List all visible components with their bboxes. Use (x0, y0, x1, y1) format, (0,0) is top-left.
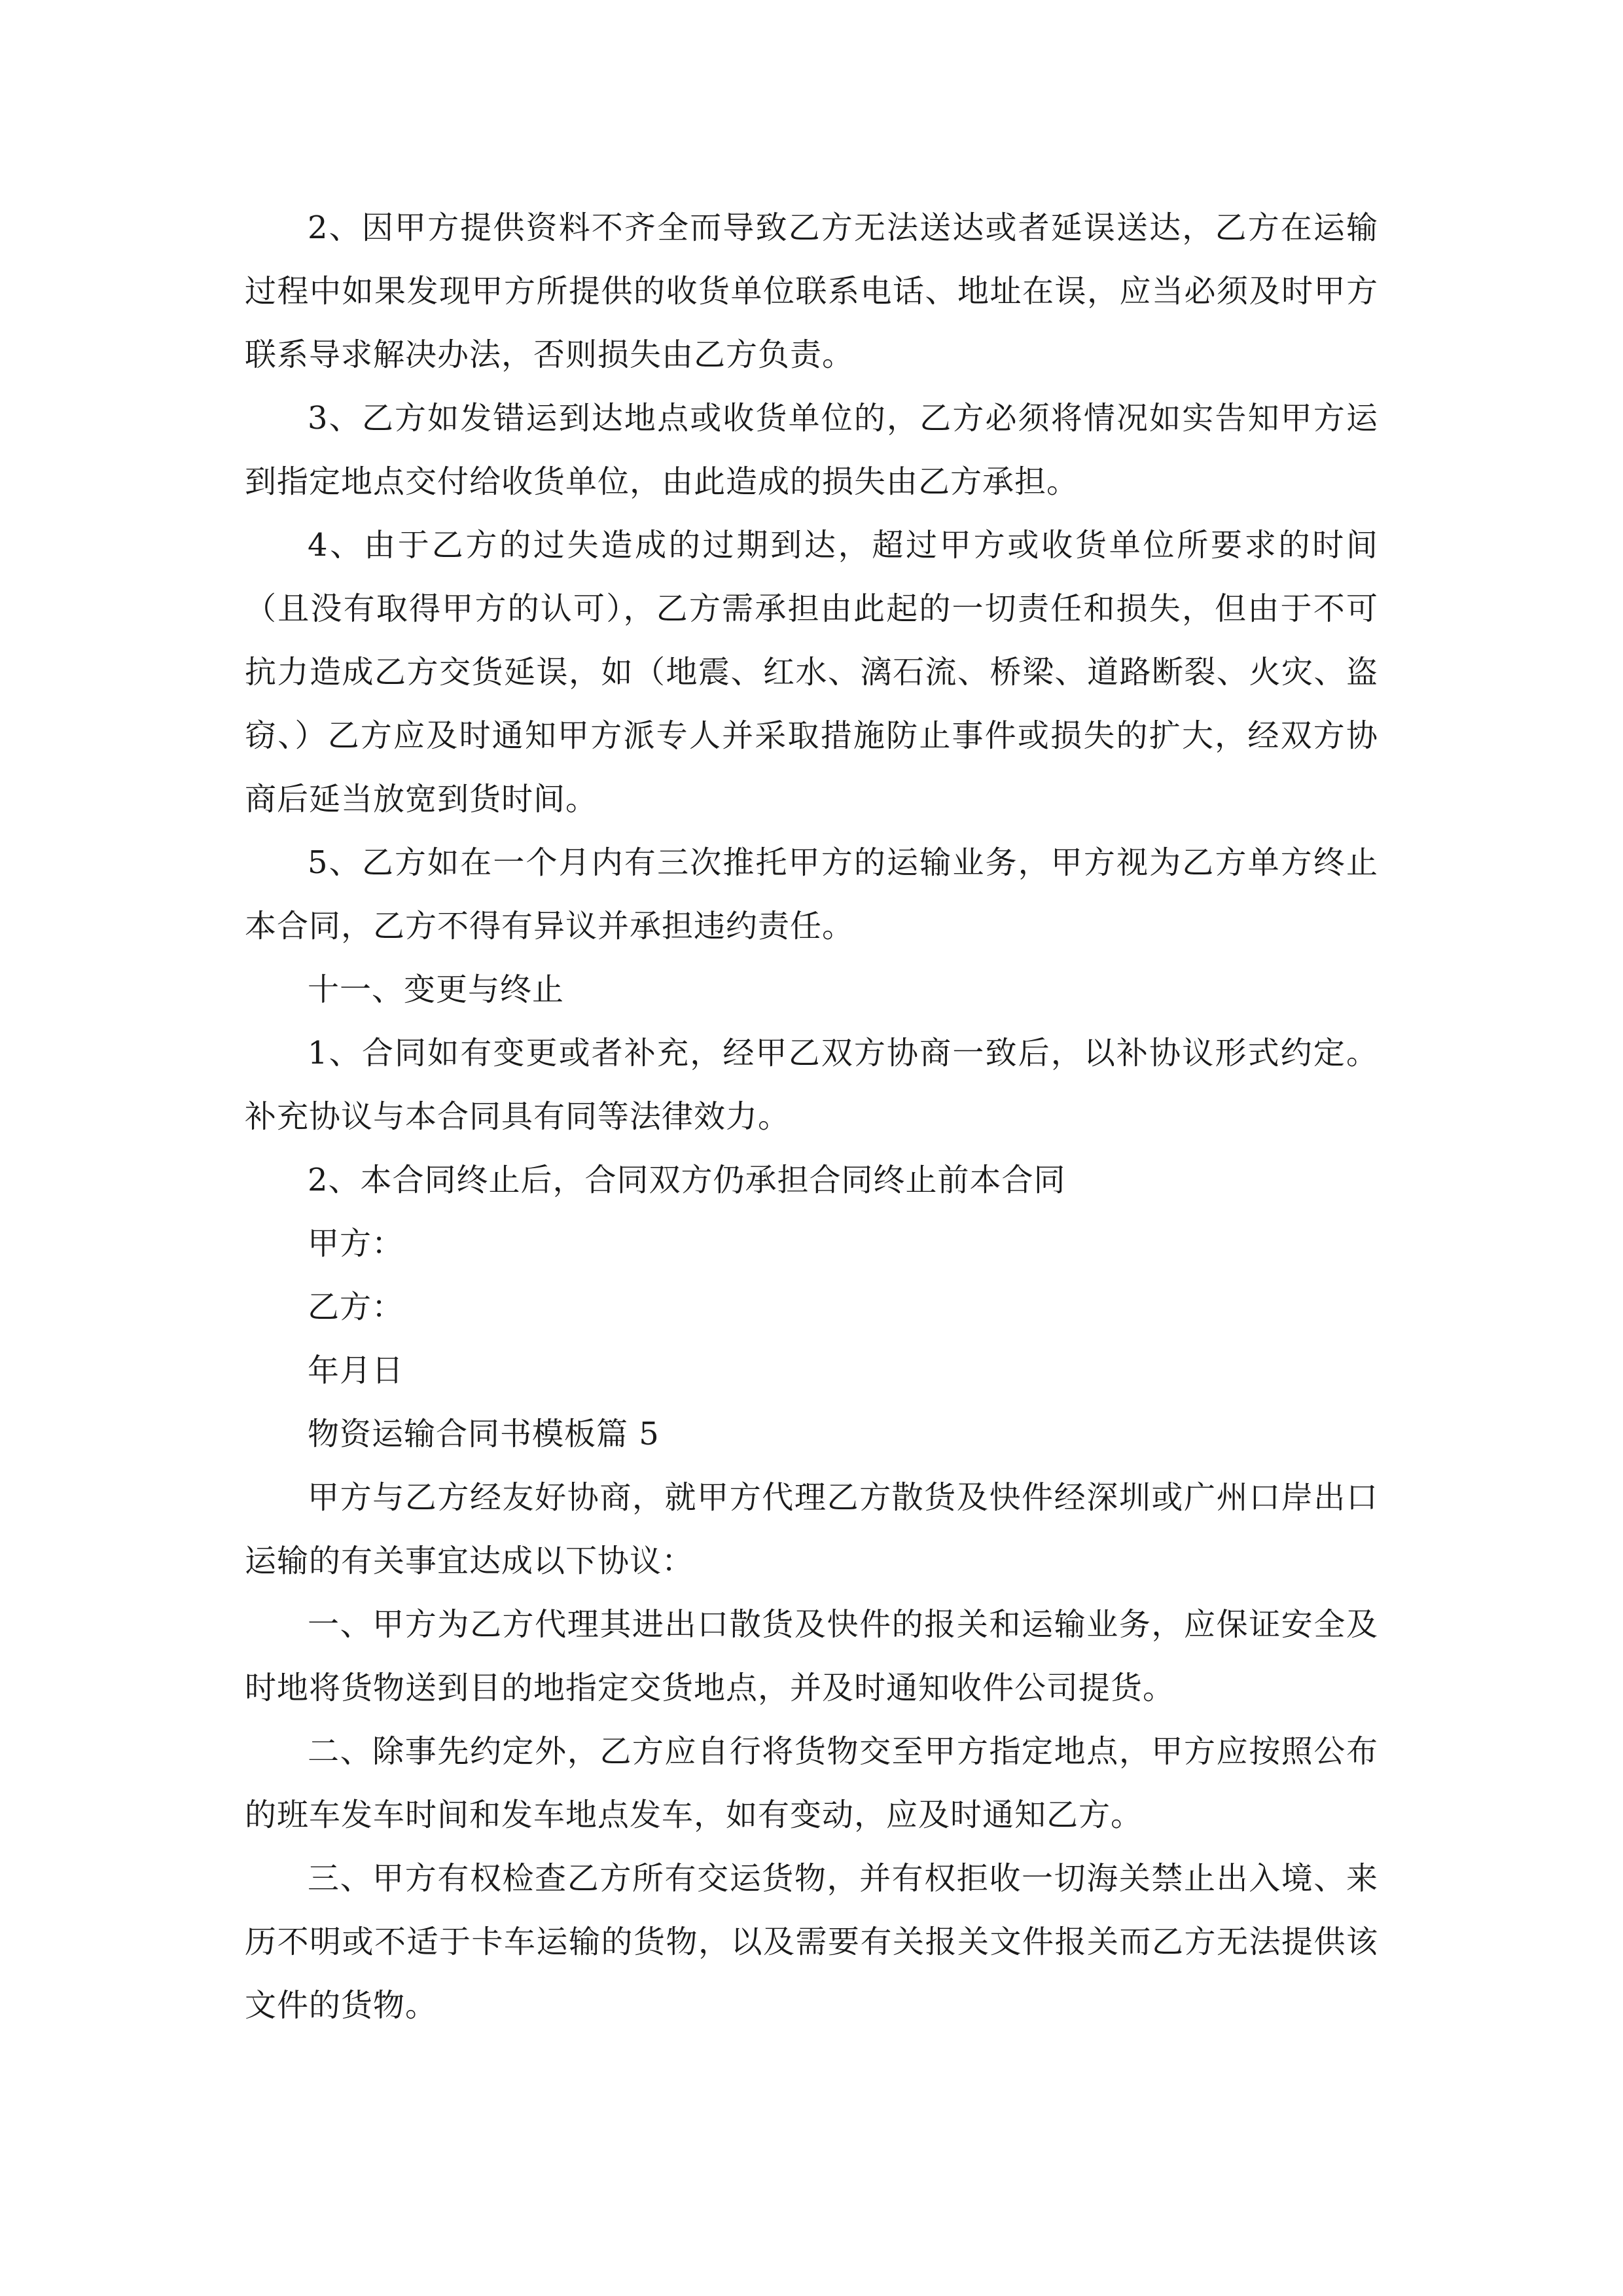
template-title: 物资运输合同书模板篇 5 (308, 1416, 660, 1452)
section-heading-change-termination: 十一、变更与终止 (308, 971, 565, 1008)
paragraph-article-3: 三、甲方有权检查乙方所有交运货物，并有权拒收一切海关禁止出入境、来历不明或不适于卡车运输的货物，以及需要有关报关文件报关而乙方无法提供该文件的货物。 (245, 1860, 1378, 2024)
paragraph-article-1: 一、甲方为乙方代理其进出口散货及快件的报关和运输业务，应保证安全及时地将货物送到目的地指定交货地点，并及时通知收件公司提货。 (245, 1606, 1378, 1706)
paragraph-clause-2-termination: 2、本合同终止后，合同双方仍承担合同终止前本合同 (308, 1162, 1066, 1198)
paragraph-clause-4-delay: 4、由于乙方的过失造成的过期到达，超过甲方或收货单位所要求的时间（且没有取得甲方的认可），乙方需承担由此起的一切责任和损失，但由于不可抗力造成乙方交货延误，如（地震、红水、漓石流、桥梁、道路断裂、火灾、盗窃、）乙方应及时通知甲方派专人并采取措施防止事件或损失的扩大，经双方协商后延当放宽到货时间。 (245, 527, 1378, 817)
signature-party-a: 甲方： (308, 1225, 404, 1262)
paragraph-clause-1-amendment: 1、合同如有变更或者补充，经甲乙双方协商一致后，以补协议形式约定。补充协议与本合同具有同等法律效力。 (245, 1035, 1378, 1135)
paragraph-article-2: 二、除事先约定外，乙方应自行将货物交至甲方指定地点，甲方应按照公布的班车发车时间和发车地点发车，如有变动，应及时通知乙方。 (245, 1733, 1378, 1833)
paragraph-clause-5-refusal: 5、乙方如在一个月内有三次推托甲方的运输业务，甲方视为乙方单方终止本合同，乙方不得有异议并承担违约责任。 (245, 844, 1378, 944)
paragraph-preamble: 甲方与乙方经友好协商，就甲方代理乙方散货及快件经深圳或广州口岸出口运输的有关事宜达成以下协议： (245, 1479, 1378, 1579)
paragraph-clause-3-misdelivery: 3、乙方如发错运到达地点或收货单位的，乙方必须将情况如实告知甲方运到指定地点交付给收货单位，由此造成的损失由乙方承担。 (245, 400, 1378, 500)
paragraph-clause-2-delivery-info: 2、因甲方提供资料不齐全而导致乙方无法送达或者延误送达，乙方在运输过程中如果发现甲方所提供的收货单位联系电话、地址在误，应当必须及时甲方联系导求解决办法，否则损失由乙方负责。 (245, 209, 1378, 373)
signature-party-b: 乙方： (308, 1289, 404, 1325)
signature-date: 年月日 (308, 1352, 404, 1389)
document-body (245, 196, 1378, 2037)
